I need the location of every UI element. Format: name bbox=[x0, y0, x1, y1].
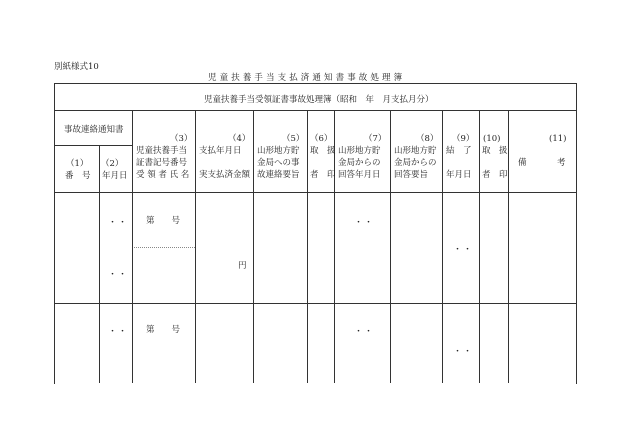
header-col8-line1: 山形地方貯 bbox=[394, 146, 437, 156]
col-line-3 bbox=[195, 110, 196, 383]
header-col7-line1: 山形地方貯 bbox=[338, 146, 381, 156]
entry1-reply-date-dots: ・・ bbox=[354, 218, 375, 228]
header-col5-num: （5） bbox=[282, 134, 305, 144]
header-col10-line2: 者 印 bbox=[482, 170, 508, 180]
header-accident-notice: 事故連絡通知書 bbox=[64, 125, 124, 135]
header-col3-line2: 証書記号番号 bbox=[136, 158, 188, 168]
header-col3-line1: 児童扶養手当 bbox=[136, 146, 188, 156]
header-col6-num: （6） bbox=[310, 134, 333, 144]
col-line-1 bbox=[99, 145, 100, 383]
header-col2-label: 年月日 bbox=[102, 171, 128, 181]
entry1-date-dots: ・・ bbox=[108, 218, 129, 228]
header-col10-line1: 取 扱 bbox=[482, 146, 508, 156]
header-col2-num: （2） bbox=[101, 159, 124, 169]
header-col1-num: （1） bbox=[66, 159, 89, 169]
header-col4-line2: 実支払済金額 bbox=[199, 170, 251, 180]
header-col6-line1: 取 扱 bbox=[310, 146, 336, 156]
entry2-number-label: 第 号 bbox=[146, 325, 181, 335]
entry2-date-dots: ・・ bbox=[108, 327, 129, 337]
header-col11-num: (11) bbox=[549, 134, 567, 144]
col-line-2 bbox=[132, 110, 133, 383]
col-line-7 bbox=[390, 110, 391, 383]
header-col8-num: （8） bbox=[416, 134, 439, 144]
header-col7-line3: 回答年月日 bbox=[338, 170, 381, 180]
header-col6-line2: 者 印 bbox=[310, 170, 336, 180]
header-col10-num: (10) bbox=[483, 134, 501, 144]
header-col4-num: （4） bbox=[228, 134, 251, 144]
entry2-reply-date-dots: ・・ bbox=[354, 327, 375, 337]
entry2-finish-date-dots: ・・ bbox=[453, 347, 474, 357]
entry1-number-label: 第 号 bbox=[146, 216, 181, 226]
header-col9-num: （9） bbox=[452, 134, 475, 144]
header-col4-line1: 支払年月日 bbox=[199, 146, 242, 156]
header-col7-line2: 金局からの bbox=[338, 158, 381, 168]
header-col9-line1: 結 了 bbox=[446, 146, 472, 156]
header-col5-line1: 山形地方貯 bbox=[257, 146, 300, 156]
header-col5-line3: 故連絡要旨 bbox=[257, 170, 300, 180]
rule-accident-group bbox=[54, 145, 132, 146]
header-col9-line2: 年月日 bbox=[446, 170, 472, 180]
col-line-8 bbox=[442, 110, 443, 383]
header-col7-num: （7） bbox=[364, 134, 387, 144]
table-subtitle: 児童扶養手当受領証書事故処理簿（昭和 年 月支払月分） bbox=[204, 95, 434, 105]
col-line-4 bbox=[253, 110, 254, 383]
document-title: 児童扶養手当支払済通知書事故処理簿 bbox=[208, 73, 406, 83]
col-line-9 bbox=[479, 110, 480, 383]
entry1-second-date-dots: ・・ bbox=[108, 270, 129, 280]
header-col11-label-left: 備 bbox=[518, 158, 527, 168]
header-col11-label-right: 考 bbox=[557, 158, 566, 168]
entry1-yen-label: 円 bbox=[238, 261, 247, 271]
header-col3-line3: 受 領 者 氏 名 bbox=[136, 170, 190, 180]
header-col8-line2: 金局からの bbox=[394, 158, 437, 168]
header-col1-label: 番 号 bbox=[65, 171, 91, 181]
header-col5-line2: 金局への事 bbox=[257, 158, 300, 168]
col-line-5 bbox=[307, 110, 308, 383]
rule-entry-dotted bbox=[134, 247, 195, 248]
header-col3-num: （3） bbox=[170, 134, 193, 144]
header-col8-line3: 回答要旨 bbox=[394, 170, 429, 180]
entry1-finish-date-dots: ・・ bbox=[453, 245, 474, 255]
col-line-10 bbox=[508, 110, 509, 383]
form-id: 別紙様式10 bbox=[54, 62, 99, 72]
